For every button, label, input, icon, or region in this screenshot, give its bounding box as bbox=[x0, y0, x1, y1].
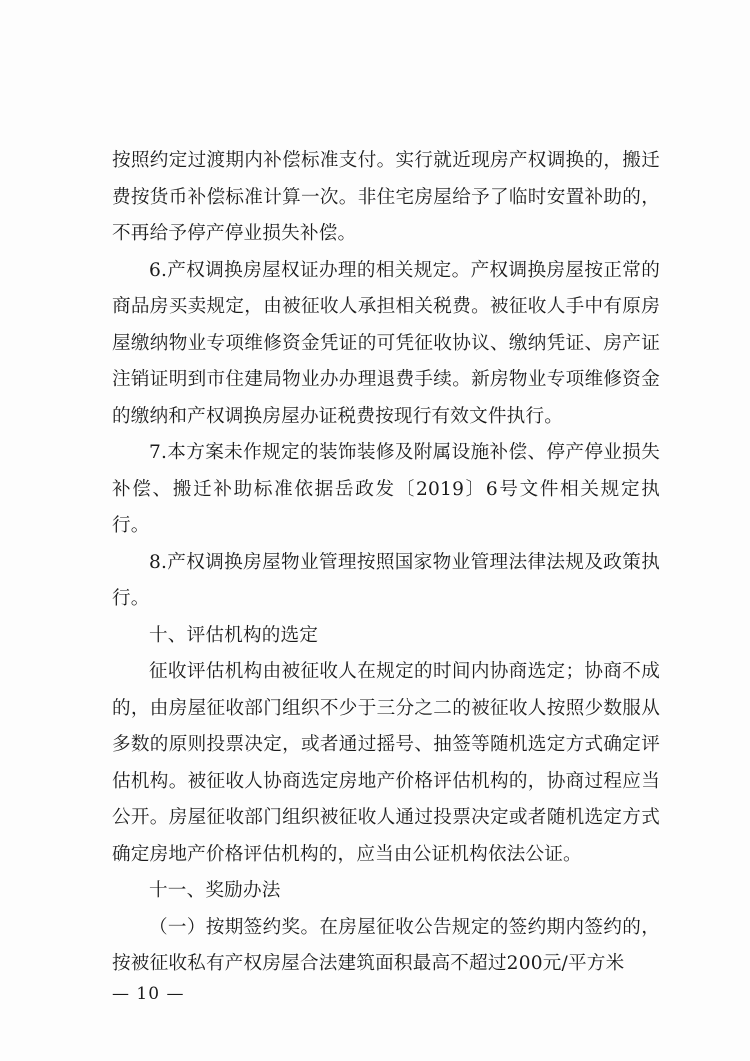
paragraph-reward-1: （一）按期签约奖。在房屋征收公告规定的签约期内签约的，按被征收私有产权房屋合法建筑面积最高不超过200元/平方米 bbox=[112, 916, 660, 974]
paragraph-item-7: 7.本方案未作规定的装饰装修及附属设施补偿、停产停业损失补偿、搬迁补助标准依据岳政发〔2019〕6号文件相关规定执行。 bbox=[112, 442, 660, 536]
paragraph-item-6: 6.产权调换房屋权证办理的相关规定。产权调换房屋按正常的商品房买卖规定，由被征收人承担相关税费。被征收人手中有原房屋缴纳物业专项维修资金凭证的可凭征收协议、缴纳凭证、房产证注销证明到市住建局物业办办理退费手续。新房物业专项维修资金的缴纳和产权调换房屋办证税费按现行有效文件执行。 bbox=[112, 259, 660, 427]
paragraph-item-8: 8.产权调换房屋物业管理按照国家物业管理法律法规及政策执行。 bbox=[112, 551, 660, 609]
paragraph-evaluation-agency: 征收评估机构由被征收人在规定的时间内协商选定；协商不成的，由房屋征收部门组织不少于三分之二的被征收人按照少数服从多数的原则投票决定，或者通过摇号、抽签等随机选定方式确定评估机构。被征收人协商选定房地产价格评估机构的，协商过程应当公开。房屋征收部门组织被征收人通过投票决定或者随机选定方式确定房地产价格评估机构的，应当由公证机构依法公证。 bbox=[112, 661, 660, 865]
section-heading-10: 十、评估机构的选定 bbox=[149, 624, 319, 646]
paragraph-continuation: 按照约定过渡期内补偿标准支付。实行就近现房产权调换的，搬迁费按货币补偿标准计算一次。非住宅房屋给予了临时安置补助的，不再给予停产停业损失补偿。 bbox=[112, 150, 660, 244]
section-heading-11: 十一、奖励办法 bbox=[149, 880, 281, 901]
document-body bbox=[112, 143, 660, 983]
page-number: — 10 — bbox=[112, 984, 185, 1004]
